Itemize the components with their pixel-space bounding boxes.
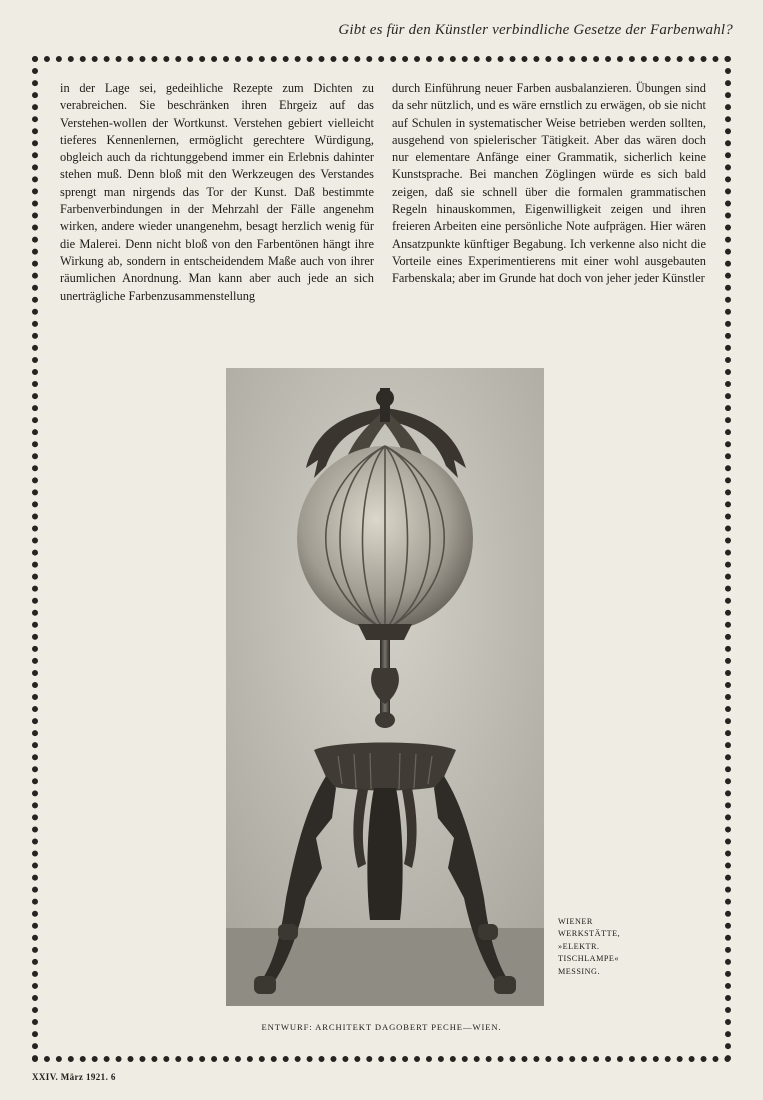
text-column-left [60, 80, 374, 305]
running-head: Gibt es für den Künstler verbindliche Gesetze der Farbenwahl? [338, 22, 733, 38]
lamp-photograph [226, 368, 544, 1006]
caption-line: WERKSTÄTTE, [558, 929, 621, 939]
caption-line: TISCHLAMPE« [558, 954, 619, 964]
article-text [60, 80, 706, 305]
paragraph: in der Lage sei, gedeihliche Rezepte zum Dichten zu verabreichen. Sie beschränken ihren Ehrgeiz auf das Verstehen-wollen der Wortkunst. Verstehen gebiert vielleicht tieferes Kennenlernen, ermöglicht gerechtere Würdigung, obgleich auch da richtunggebend immer ein Erlebnis dahinter stehen muß. Denn bloß mit den Werkzeugen des Verstandes sprengt man nirgends das Tor der Kunst. Daß bestimmte Farbenverbindungen in der Mehrzahl der Fälle angenehm wirken, andere wieder unangenehm, besagt herzlich wenig für die Malerei. Denn nicht bloß von den Farbentönen hängt ihre Wirkung ab, sondern in entscheidendem Maße auch von ihrer räumlichen Anordnung. Man kann aber auch jede an sich unerträgliche Farbenzusammenstellung [60, 81, 374, 303]
paragraph: durch Einführung neuer Farben ausbalanzieren. Übungen sind da sehr nützlich, und es wäre ernstlich zu erwägen, ob sie nicht auf Schulen in systematischer Weise betrieben werden sollten, ausgehend von spielerischer Tätigkeit. Aber das wären doch nur elementare Anfänge einer Grammatik, sicherlich keine Kunstsprache. Bei manchen Zöglingen würde es sich bald zeigen, daß sie schnell über die formalen grammatischen Regeln hinauskommen, Eigenwilligkeit zeigen und ihren freieren Arbeiten eine persönliche Note aufprägen. Hier wären Ansatzpunkte künftiger Begabung. Ich verkenne also nicht die Vorteile eines Experimentierens mit einer wohl ausgebauten Farbenskala; aber im Grunde hat doch von jeher jeder Künstler [392, 81, 706, 286]
caption-line: MESSING. [558, 966, 600, 976]
designer-credit: ENTWURF: ARCHITEKT DAGOBERT PECHE—WIEN. [261, 1022, 502, 1032]
text-column-right [392, 80, 706, 305]
issue-folio: XXIV. März 1921. 6 [32, 1072, 116, 1082]
caption-line: »ELEKTR. [558, 941, 600, 951]
table-lamp-illustration [226, 368, 544, 1006]
caption-line: WIENER [558, 917, 593, 926]
photo-caption [558, 916, 668, 978]
